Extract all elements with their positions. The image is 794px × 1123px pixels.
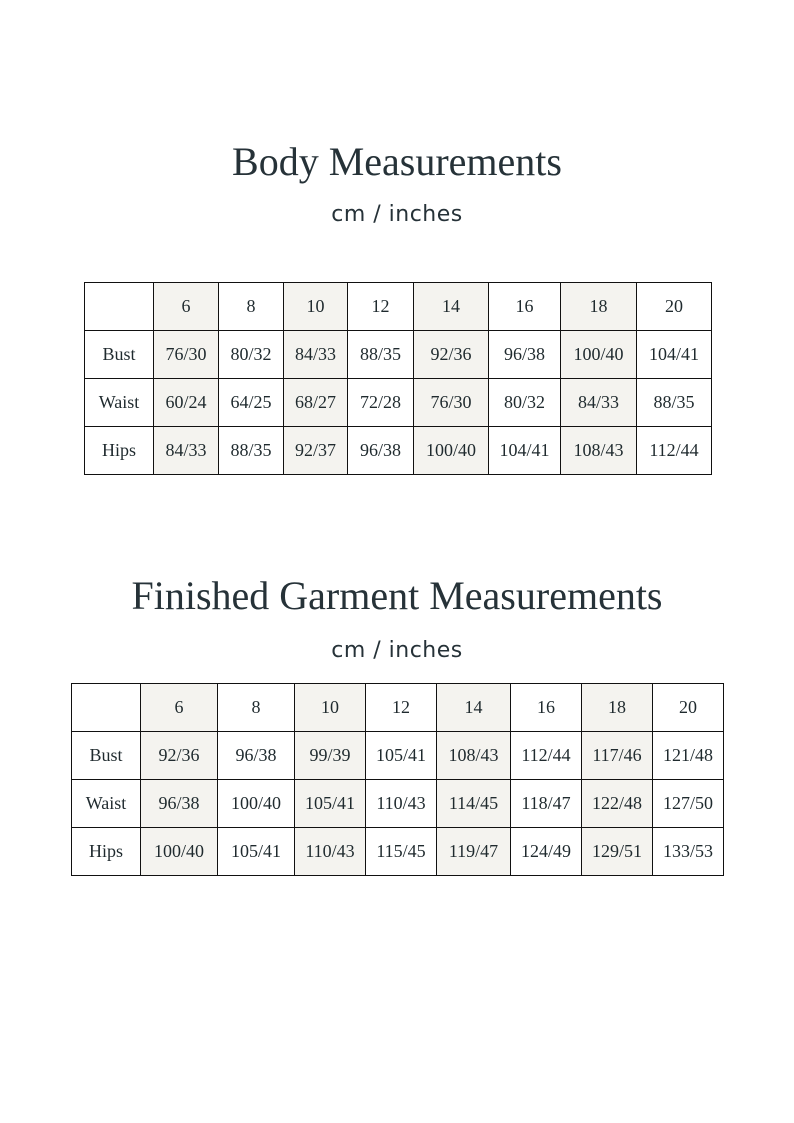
measurement-cell: 99/39: [295, 732, 366, 780]
measurement-cell: 92/36: [414, 331, 489, 379]
measurement-cell: 112/44: [637, 427, 712, 475]
table-header-row: [72, 684, 724, 732]
size-header-cell: 20: [637, 283, 712, 331]
size-header-cell: 20: [653, 684, 724, 732]
measurement-cell: 96/38: [348, 427, 414, 475]
measurement-cell: 117/46: [582, 732, 653, 780]
table-row: [85, 331, 712, 379]
measurement-cell: 60/24: [154, 379, 219, 427]
row-label-bust: Bust: [72, 732, 141, 780]
size-header-cell: 16: [489, 283, 561, 331]
measurement-cell: 114/45: [437, 780, 511, 828]
row-label-hips: Hips: [85, 427, 154, 475]
measurement-cell: 88/35: [219, 427, 284, 475]
finished-garment-measurements-units: cm / inches: [331, 638, 463, 663]
size-header-cell: 12: [366, 684, 437, 732]
measurement-cell: 84/33: [561, 379, 637, 427]
table-row: [85, 379, 712, 427]
size-header-cell: 10: [295, 684, 366, 732]
measurement-cell: 100/40: [561, 331, 637, 379]
measurement-cell: 112/44: [511, 732, 582, 780]
measurement-cell: 96/38: [218, 732, 295, 780]
measurement-cell: 84/33: [284, 331, 348, 379]
size-header-cell: 18: [561, 283, 637, 331]
size-header-cell: 6: [141, 684, 218, 732]
table-row: [85, 427, 712, 475]
measurement-cell: 133/53: [653, 828, 724, 876]
finished-garment-measurements-title: Finished Garment Measurements: [131, 573, 663, 618]
measurement-cell: 119/47: [437, 828, 511, 876]
size-header-cell: 14: [437, 684, 511, 732]
measurement-cell: 80/32: [489, 379, 561, 427]
measurement-cell: 92/36: [141, 732, 218, 780]
measurement-cell: 122/48: [582, 780, 653, 828]
size-header-cell: 8: [218, 684, 295, 732]
table-corner-cell: [85, 283, 154, 331]
measurement-cell: 105/41: [218, 828, 295, 876]
measurement-cell: 80/32: [219, 331, 284, 379]
finished-garment-measurements-table: [71, 683, 724, 876]
measurement-cell: 121/48: [653, 732, 724, 780]
measurement-cell: 100/40: [414, 427, 489, 475]
table-corner-cell: [72, 684, 141, 732]
table-row: [72, 780, 724, 828]
measurement-cell: 105/41: [366, 732, 437, 780]
table-row: [72, 732, 724, 780]
body-measurements-table: [84, 282, 712, 475]
measurement-cell: 105/41: [295, 780, 366, 828]
measurement-cell: 104/41: [489, 427, 561, 475]
measurement-cell: 108/43: [437, 732, 511, 780]
measurement-cell: 96/38: [141, 780, 218, 828]
table-row: [72, 828, 724, 876]
body-measurements-title: Body Measurements: [232, 139, 562, 184]
measurement-cell: 88/35: [637, 379, 712, 427]
body-measurements-units: cm / inches: [331, 202, 463, 227]
measurement-cell: 127/50: [653, 780, 724, 828]
row-label-waist: Waist: [72, 780, 141, 828]
measurement-cell: 96/38: [489, 331, 561, 379]
measurement-cell: 88/35: [348, 331, 414, 379]
measurement-cell: 115/45: [366, 828, 437, 876]
measurement-cell: 76/30: [414, 379, 489, 427]
measurement-cell: 68/27: [284, 379, 348, 427]
measurement-cell: 118/47: [511, 780, 582, 828]
size-header-cell: 12: [348, 283, 414, 331]
measurement-cell: 92/37: [284, 427, 348, 475]
size-header-cell: 16: [511, 684, 582, 732]
measurement-cell: 100/40: [141, 828, 218, 876]
measurement-cell: 100/40: [218, 780, 295, 828]
measurement-cell: 72/28: [348, 379, 414, 427]
row-label-hips: Hips: [72, 828, 141, 876]
table-header-row: [85, 283, 712, 331]
measurement-cell: 64/25: [219, 379, 284, 427]
row-label-waist: Waist: [85, 379, 154, 427]
measurement-cell: 76/30: [154, 331, 219, 379]
size-header-cell: 8: [219, 283, 284, 331]
measurement-cell: 108/43: [561, 427, 637, 475]
measurement-cell: 84/33: [154, 427, 219, 475]
measurement-cell: 110/43: [295, 828, 366, 876]
size-header-cell: 14: [414, 283, 489, 331]
measurement-cell: 104/41: [637, 331, 712, 379]
size-header-cell: 10: [284, 283, 348, 331]
measurement-cell: 110/43: [366, 780, 437, 828]
measurement-cell: 124/49: [511, 828, 582, 876]
size-header-cell: 6: [154, 283, 219, 331]
size-header-cell: 18: [582, 684, 653, 732]
measurement-cell: 129/51: [582, 828, 653, 876]
row-label-bust: Bust: [85, 331, 154, 379]
